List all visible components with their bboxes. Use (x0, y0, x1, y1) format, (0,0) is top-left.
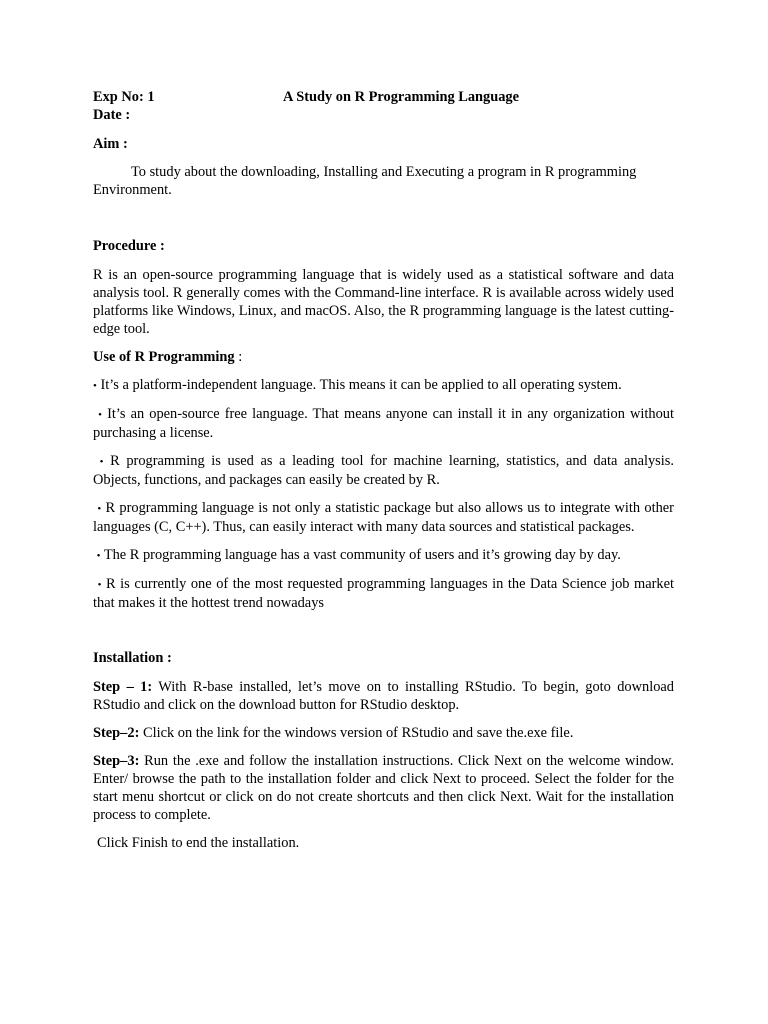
list-item (93, 499, 674, 536)
aim-body: To study about the downloading, Installing and Executing a program in R programming Environment. (93, 164, 637, 198)
procedure-heading: Procedure : (93, 238, 165, 254)
document-header (93, 88, 674, 106)
step-text: Click on the link for the windows version of RStudio and save the.exe file. (139, 725, 574, 741)
list-item-text: R is currently one of the most requested programming languages in the Data Science job market that makes it the hottest trend nowadays (93, 576, 674, 611)
bullet-icon: • (99, 456, 104, 468)
step-label: Step – 1: (93, 679, 153, 695)
list-item (93, 575, 674, 612)
step-text: With R-base installed, let’s move on to installing RStudio. To begin, goto download RStudio and click on the download button for RStudio desktop. (93, 679, 674, 713)
installation-step (93, 724, 674, 742)
installation-step (93, 752, 674, 824)
use-of-r-heading: Use of R Programming (93, 349, 235, 365)
list-item-text: It’s an open-source free language. That means anyone can install it in any organization without purchasing a license. (93, 406, 674, 441)
installation-step (93, 678, 674, 714)
date-label: Date : (93, 107, 131, 123)
step-text: Run the .exe and follow the installation instructions. Click Next on the welcome window. Enter/ browse the path to the installation folder and click Next to proceed. Select the folder for the start menu shortcut or click on do not create shortcuts and then click Next. Wait for the installation process to complete. (93, 753, 674, 823)
step-label: Step–3: (93, 753, 140, 769)
list-item-text: R programming language is not only a statistic package but also allows us to integrate with other languages (C, C++). Thus, can easily interact with many data sources and statistical packages. (93, 500, 674, 535)
document-title: A Study on R Programming Language (283, 89, 520, 105)
aim-heading: Aim : (93, 136, 128, 152)
list-item-text: It’s a platform-independent language. This means it can be applied to all operating system. (100, 377, 622, 393)
list-item-text: The R programming language has a vast community of users and it’s growing day by day. (103, 547, 621, 563)
installation-finish: Click Finish to end the installation. (97, 835, 300, 851)
list-item (93, 405, 674, 442)
use-of-r-colon: : (234, 349, 243, 365)
use-of-r-heading-line (93, 348, 674, 366)
list-item (93, 452, 674, 489)
bullet-icon: • (97, 503, 102, 515)
installation-heading: Installation : (93, 650, 172, 666)
list-item (93, 546, 674, 565)
use-of-r-list (93, 376, 674, 612)
bullet-icon: • (98, 409, 102, 421)
procedure-body: R is an open-source programming language that is widely used as a statistical software and data analysis tool. R generally comes with the Command-line interface. R is available across widely used platforms like Windows, Linux, and macOS. Also, the R programming language is the latest cutting-edge tool. (93, 267, 674, 337)
list-item (93, 376, 674, 395)
bullet-icon: • (96, 550, 101, 562)
bullet-icon: • (93, 380, 97, 392)
document-content (93, 88, 674, 852)
experiment-number: Exp No: 1 (93, 89, 155, 105)
bullet-icon: • (97, 579, 102, 591)
step-label: Step–2: (93, 725, 140, 741)
list-item-text: R programming is used as a leading tool for machine learning, statistics, and data analysis. Objects, functions, and packages can easily be created by R. (93, 453, 674, 488)
